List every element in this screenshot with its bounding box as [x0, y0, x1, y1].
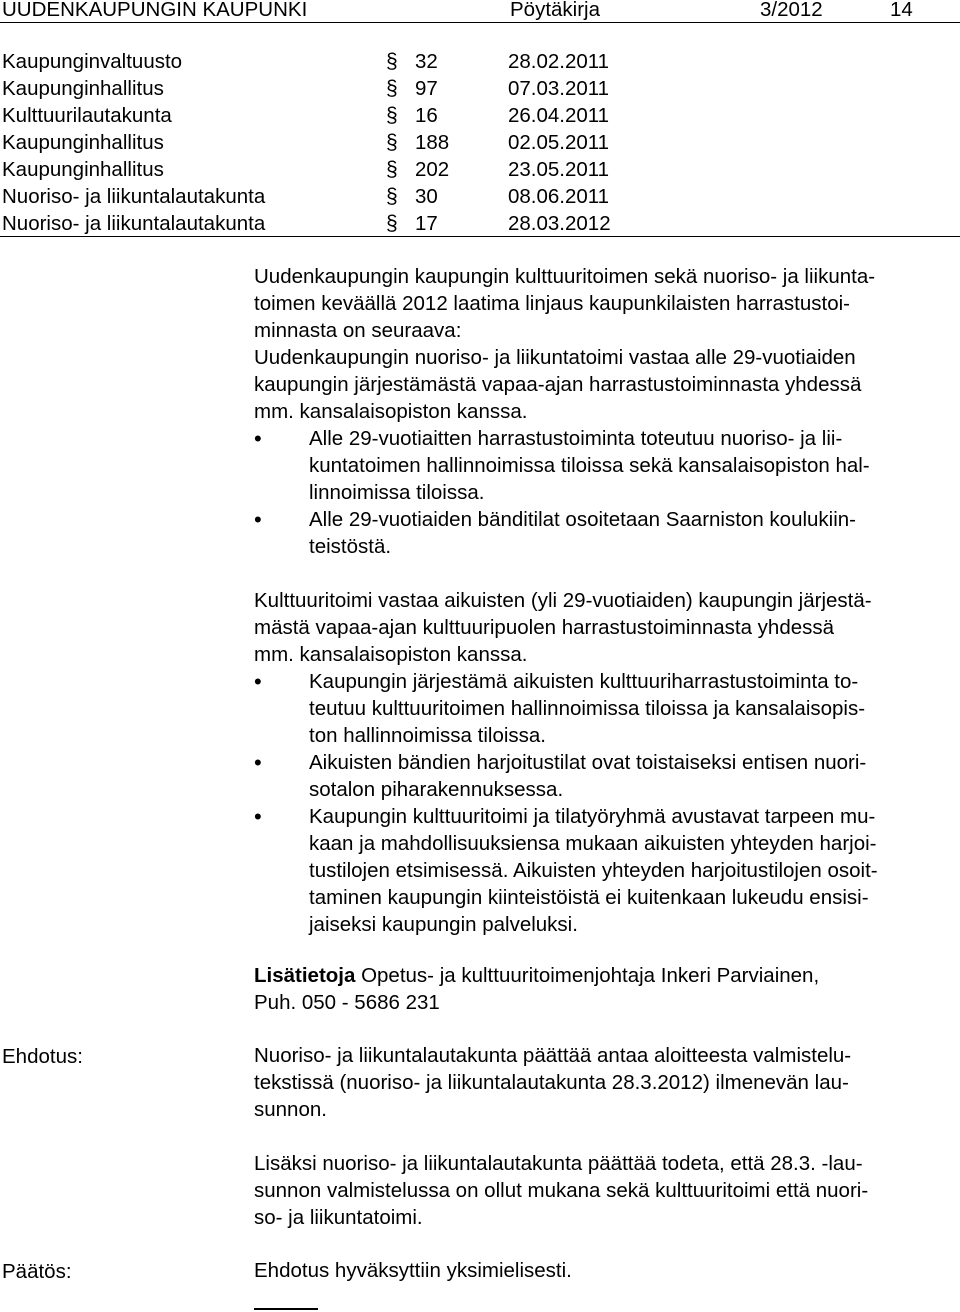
section-number: 32	[415, 50, 438, 73]
text-line: Alle 29-vuotiaiden bänditilat osoitetaan Saarniston koulukiin-	[309, 508, 857, 531]
city-name: UUDENKAUPUNGIN KAUPUNKI	[2, 0, 308, 21]
info-contact: Opetus- ja kulttuuritoimenjohtaja Inkeri Parviainen,	[355, 964, 820, 987]
header-divider	[0, 22, 960, 23]
page-number: 14	[890, 0, 913, 21]
document-number: 3/2012	[760, 0, 823, 21]
text-line: Lisäksi nuoriso- ja liikuntalautakunta päättää todeta, että 28.3. -lau-	[254, 1152, 863, 1175]
section-sign: §	[386, 212, 398, 235]
section-sign: §	[386, 131, 398, 154]
section-sign: §	[386, 185, 398, 208]
text-line: kaupungin järjestämästä vapaa-ajan harrastustoiminnasta yhdessä	[254, 372, 862, 396]
text-line: toimen keväällä 2012 laatima linjaus kaupunkilaisten harrastustoi-	[254, 291, 850, 315]
info-label: Lisätietoja	[254, 964, 356, 987]
section-number: 188	[415, 131, 450, 154]
text-line: mästä vapaa-ajan kulttuuripuolen harrastustoiminnasta yhdessä	[254, 615, 835, 639]
meeting-row	[0, 129, 700, 156]
text-line: sunnon.	[254, 1097, 327, 1121]
text-line: kuntatoimen hallinnoimissa tiloissa sekä kansalaisopiston hal-	[309, 454, 870, 477]
section-number: 97	[415, 77, 438, 100]
section-sign: §	[386, 50, 398, 73]
phone-number: Puh. 050 - 5686 231	[254, 990, 440, 1014]
list-item-continuation	[254, 723, 954, 750]
list-item	[254, 426, 954, 453]
meeting-organ: Nuoriso- ja liikuntalautakunta	[2, 185, 266, 208]
text-line: sotalon piharakennuksessa.	[309, 778, 564, 801]
list-item-continuation	[254, 534, 954, 561]
text-line: Aikuisten bändien harjoitustilat ovat toistaiseksi entisen nuori-	[309, 751, 867, 774]
meeting-organ: Kaupunginvaltuusto	[2, 50, 183, 73]
text-line: taminen kaupungin kiinteistöistä ei kuitenkaan lukeudu ensisi-	[309, 886, 869, 909]
text-line: Kaupungin järjestämä aikuisten kulttuuriharrastustoiminta to-	[309, 670, 859, 693]
document-type: Pöytäkirja	[510, 0, 601, 21]
list-item-continuation	[254, 453, 954, 480]
meeting-row	[0, 102, 700, 129]
meeting-row	[0, 75, 700, 102]
meeting-date: 26.04.2011	[508, 104, 610, 127]
meeting-organ: Kaupunginhallitus	[2, 77, 164, 100]
decision-label: Päätös:	[2, 1260, 72, 1283]
text-line: Ehdotus hyväksyttiin yksimielisesti.	[254, 1259, 572, 1282]
list-item-continuation	[254, 696, 954, 723]
text-line: so- ja liikuntatoimi.	[254, 1205, 423, 1229]
text-line: linnoimissa tiloissa.	[309, 481, 485, 504]
meeting-organ: Kulttuurilautakunta	[2, 104, 172, 127]
policy-paragraph-adults	[254, 588, 944, 669]
text-line: Uudenkaupungin nuoriso- ja liikuntatoimi vastaa alle 29-vuotiaiden	[254, 345, 856, 369]
meeting-date: 07.03.2011	[508, 77, 610, 100]
meeting-organ: Kaupunginhallitus	[2, 131, 164, 154]
meeting-row	[0, 183, 700, 210]
bullet-icon: •	[254, 750, 262, 775]
contact-info	[254, 963, 944, 1017]
section-number: 202	[415, 158, 450, 181]
section-number: 17	[415, 212, 438, 235]
section-sign: §	[386, 104, 398, 127]
proposal-extra-text	[254, 1151, 944, 1232]
meeting-row	[0, 156, 700, 183]
text-line	[254, 963, 944, 990]
text-line: Uudenkaupungin kaupungin kulttuuritoimen sekä nuoriso- ja liikunta-	[254, 265, 876, 288]
text-line: teutuu kulttuuritoimen hallinnoimissa tiloissa ja kansalaisopis-	[309, 697, 866, 720]
list-item-continuation	[254, 858, 954, 885]
bullet-icon: •	[254, 426, 262, 451]
text-line: Alle 29-vuotiaitten harrastustoiminta toteutuu nuoriso- ja lii-	[309, 427, 843, 450]
section-sign: §	[386, 158, 398, 181]
list-item	[254, 669, 954, 696]
meeting-date: 28.02.2011	[508, 50, 610, 73]
list-item-continuation	[254, 777, 954, 804]
section-divider	[0, 236, 960, 237]
text-line: Kulttuuritoimi vastaa aikuisten (yli 29-vuotiaiden) kaupungin järjestä-	[254, 589, 872, 612]
meeting-date: 02.05.2011	[508, 131, 610, 154]
text-line: kaan ja mahdollisuuksiensa mukaan aikuisten yhteyden harjoi-	[309, 832, 877, 855]
closing-underline	[254, 1308, 318, 1310]
text-line: tustilojen etsimisessä. Aikuisten yhteyden harjoitustilojen osoit-	[309, 859, 878, 882]
decision-text	[254, 1258, 944, 1285]
meeting-row	[0, 210, 700, 237]
text-line: mm. kansalaisopiston kanssa.	[254, 642, 528, 666]
bullet-icon: •	[254, 804, 262, 829]
text-line: mm. kansalaisopiston kanssa.	[254, 399, 528, 423]
meeting-organ: Kaupunginhallitus	[2, 158, 164, 181]
text-line: tekstissä (nuoriso- ja liikuntalautakunta 28.3.2012) ilmenevän lau-	[254, 1070, 849, 1094]
list-item-continuation	[254, 885, 954, 912]
list-item-continuation	[254, 912, 954, 939]
bullet-icon: •	[254, 507, 262, 532]
text-line: minnasta on seuraava:	[254, 318, 462, 342]
meeting-date: 28.03.2012	[508, 212, 611, 235]
meeting-date: 08.06.2011	[508, 185, 610, 208]
section-sign: §	[386, 77, 398, 100]
proposal-label: Ehdotus:	[2, 1045, 83, 1068]
policy-paragraph-youth	[254, 264, 944, 425]
section-number: 30	[415, 185, 438, 208]
list-item	[254, 507, 954, 534]
text-line: jaiseksi kaupungin palveluksi.	[309, 913, 578, 936]
text-line: teistöstä.	[309, 535, 392, 558]
text-line: sunnon valmistelussa on ollut mukana sekä kulttuuritoimi että nuori-	[254, 1178, 869, 1202]
meeting-date: 23.05.2011	[508, 158, 610, 181]
list-item	[254, 750, 954, 777]
list-item-continuation	[254, 831, 954, 858]
list-item-continuation	[254, 480, 954, 507]
text-line: Nuoriso- ja liikuntalautakunta päättää antaa aloitteesta valmistelu-	[254, 1044, 852, 1067]
bullet-icon: •	[254, 669, 262, 694]
proposal-text	[254, 1043, 944, 1124]
meeting-row	[0, 48, 700, 75]
list-item	[254, 804, 954, 831]
text-line: Kaupungin kulttuuritoimi ja tilatyöryhmä avustavat tarpeen mu-	[309, 805, 876, 828]
meeting-organ: Nuoriso- ja liikuntalautakunta	[2, 212, 266, 235]
text-line: ton hallinnoimissa tiloissa.	[309, 724, 547, 747]
section-number: 16	[415, 104, 438, 127]
